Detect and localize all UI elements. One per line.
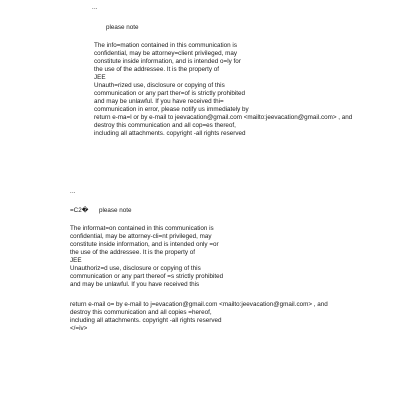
ellipsis-marker: ... [70,189,76,195]
disclaimer-line: constitute inside information, and is intended only =or [70,241,219,248]
disclaimer-line: JEE [70,257,82,264]
disclaimer-line: communication in error, please notify us immediately by [94,106,249,113]
disclaimer-line: confidential, may be attorney=client privileged, may [94,50,237,57]
disclaimer-line: JEE [94,74,106,81]
disclaimer-line: communication or any part ther=of is strictly prohibited [94,90,246,97]
disclaimer-line: and may be unlawful. If you have received thi= [94,98,224,105]
disclaimer-heading: please note [106,24,139,31]
disclaimer-line: The informat=on contained in this communication is [70,225,214,232]
disclaimer-line: communication or any part thereof =s strictly prohibited [70,273,224,280]
disclaimer-line: The info=mation contained in this communication is [94,42,237,49]
disclaimer-heading: please note [99,207,132,214]
disclaimer-line: including all attachments. copyright -all rights reserved [70,317,222,324]
disclaimer-line: including all attachments. copyright -all rights reserved [94,130,246,137]
disclaimer-line: the use of the addressee. It is the property of [94,66,219,73]
disclaimer-line: the use of the addressee. It is the property of [70,249,195,256]
disclaimer-line: destroy this communication and all copies =hereof, [70,309,212,316]
ellipsis-marker: ... [92,5,98,11]
disclaimer-line: and may be unlawful. If you have received this [70,281,200,288]
disclaimer-line: destroy this communication and all cop=es thereof, [94,122,236,129]
disclaimer-line: return e-mail o= by e-mail to j=evacation@gmail.com <mailto:jeevacation@gmail.com> , and [70,301,328,308]
disclaimer-line: constitute inside information, and is intended o=ly for [94,58,241,65]
encoded-prefix: =C2� [70,207,89,214]
closing-tag-fragment: </=iv> [70,325,88,332]
disclaimer-line: return e-ma=l or by e-mail to jeevacation@gmail.com <mailto:jeevacation@gmail.com> , and [94,114,353,121]
disclaimer-line: Unauth=rized use, disclosure or copying of this [94,82,225,89]
disclaimer-line: confidential, may be attorney-cli=nt privileged, may [70,233,212,240]
disclaimer-line: Unauthoriz=d use, disclosure or copying of this [70,265,201,272]
